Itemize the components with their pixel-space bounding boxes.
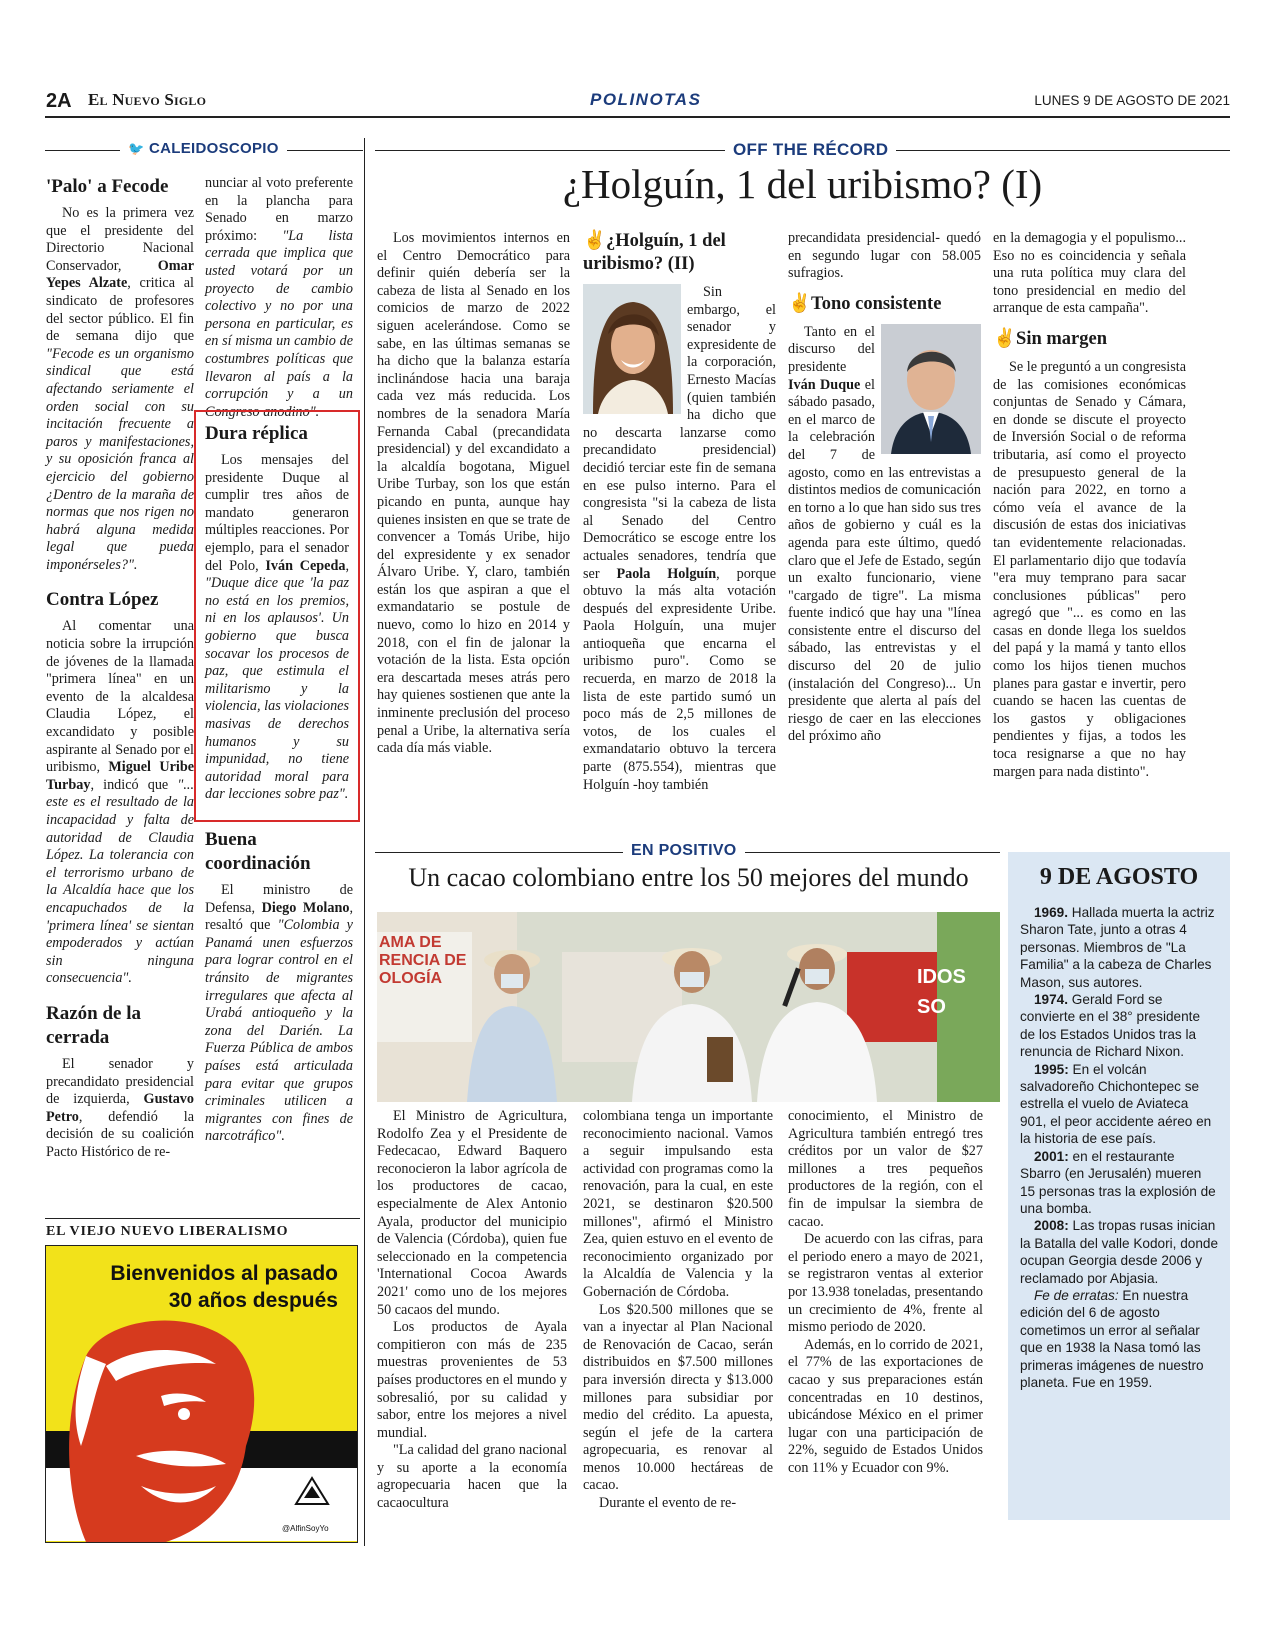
razon-text — [46, 1056, 194, 1162]
buena-heading: Buena coordinación — [205, 829, 311, 874]
dura-quote: "Duque dice que 'la paz no está en los premios, ni en los aplausos'. Un gobierno que busca socavar los procesos de paz, que estimula el militarismo y la violencia, las violaciones masivas de derechos humanos y su impunidad, no tiene autoridad moral para dar lecciones sobre paz". — [205, 575, 349, 803]
dura-text-a: Los mensajes del presidente Duque al cumplir tres años de mandato generaron múltiples reacciones. Por ejemplo, para el senador del Polo, — [205, 452, 349, 574]
tono-subhead — [788, 293, 981, 316]
dura-name: Iván Cepeda — [265, 557, 346, 574]
holguin-subhead-text: ¿Holguín, 1 del uribismo? (II) — [583, 231, 726, 274]
photo-banner-text-right: IDOS SO — [917, 966, 966, 1018]
duque-portrait — [881, 324, 981, 454]
page-number: 2A — [46, 90, 72, 112]
dura-text — [205, 452, 349, 804]
off-record-kicker: OFF THE RÉCORD — [725, 140, 896, 160]
razon-quote: "La lista cerrada que implica que usted votará por un proyecto de cambio colectivo y no por una persona en particular, es en sí misma un cambio de costumbres políticas que llevaron al país a la corrupción y a un Congreso anodino". — [205, 227, 353, 420]
palo-heading: 'Palo' a Fecode — [46, 176, 169, 197]
efemeride-text: En el volcán salvadoreño Chichontepec se estrella el vuelo de Aviateca 901, el peor accidente aéreo en la historia de ese país. — [1020, 1061, 1212, 1147]
tono-subhead-text: Tono consistente — [811, 293, 942, 314]
off-record-col-3 — [788, 230, 981, 746]
margen-text: Se le preguntó a un congresista de las comisiones económicas conjuntas de Senado y Cámara, en donde se discute el proyecto de Inversión Social o de reforma tributaria, así como el proyecto de presupuesto general de la nación para 2022, en torno a cómo veía el avance de la discusión de estas dos iniciativas tan evidentemente relacionadas. El parlamentario dijo que todavía "era muy temprano para sacar conclusiones públicas" pero agregó que "... es como en las casas en donde llega los sueldos del papá y la mamá y tanto ellos como los hijos tienen muchos planes para gastar e invertir, pero cuando se hacen las cuentas de los gastos y obligaciones pendientes y fijas, a todos les toca resignarse a que no hay margen para nada distinto". — [993, 358, 1186, 780]
lopez-name: Miguel Uribe Turbay — [46, 759, 195, 793]
holguin-text-c: , porque obtuvo la más alta votación después del expresidente Uribe. Paola Holguín, una mujer antioqueña que encarna el uribismo puro". Como se recuerda, en marzo de 2018 la lista de este partido sumó un poco más de 2,5 millones de votos, de los cuales el exmandatario obtuvo la tercera parte (875.554), mientras que Holguín -hoy también — [583, 565, 776, 793]
tono-name: Iván Duque — [788, 376, 861, 393]
cacao-col-3-p1: conocimiento, el Ministro de Agricultura también entregó tres créditos por un valor de $27 millones a tres pequeños productores de la región, con el fin de impulsar la siembra de cacao. — [788, 1108, 983, 1230]
fleur-icon: ✌ — [583, 231, 607, 251]
off-record-col-1 — [377, 230, 570, 758]
efemeride-text: Las tropas rusas inician la Batalla del valle Kodori, donde ocupan Georgia desde 2006 y reclamado por Abjasia. — [1020, 1218, 1218, 1286]
section-name: POLINOTAS — [590, 90, 702, 109]
off-record-col-3-top: precandidata presidencial- quedó en segundo lugar con 58.005 sufragios. — [788, 230, 981, 282]
tono-text-a: Tanto en el discurso del presidente — [788, 323, 875, 375]
lopez-text-a: Al comentar una noticia sobre la irrupción de jóvenes de la llamada "primera línea" en un evento de la alcaldesa Claudia López, el excandidato y posible aspirante al Senado por el uribismo, — [46, 618, 194, 776]
off-record-col-4 — [993, 230, 1186, 781]
cacao-col-1-p1: El Ministro de Agricultura, Rodolfo Zea y el Presidente de Fedecacao, Edward Baquero reconocieron la labor agrícola de los productores de cacao, especialmente de Alex Antonio Ayala, productor del municipio de Valencia (Córdoba), quien fue seleccionado en la competencia 'International Cocoa Awards 2021' como uno de los mejores 50 cacaos del mundo. — [377, 1108, 567, 1318]
cacao-col-1 — [377, 1108, 567, 1513]
efemeride-year: 2008: — [1034, 1218, 1069, 1234]
cacao-col-1-p2: Los productos de Ayala compitieron con más de 235 muestras provenientes de 53 países productores en el mundo y sobresalió, por su calidad y sabor, entre los mejores a nivel mundial. — [377, 1319, 567, 1441]
holguin-photo — [583, 284, 681, 414]
efemeride-item — [1020, 1217, 1218, 1287]
cartoon-frame — [45, 1245, 358, 1543]
caleidoscopio-col-b-top — [205, 175, 353, 421]
holguin-text-a: Sin embargo, el senador y expresidente de la corporación, Ernesto Macías (quien también ha dicho que no descarta lanzarse como precandidato presidencial) decidió terciar este fin de semana en ese pulso interno. Para el congresista "si la cabeza de lista al Senado del Centro Democrático se escoge entre los actuales senadores, tendría que ser — [583, 284, 776, 582]
lopez-text — [46, 618, 194, 987]
caleidoscopio-kicker — [120, 140, 287, 157]
off-record-col-4-top: en la demagogia y el populismo... Eso no es coincidencia y señala una ruta política muy clara del tono presidencial en medio del arranque de esta campaña". — [993, 230, 1186, 317]
margen-subhead — [993, 328, 1186, 351]
efemerides-title: 9 DE AGOSTO — [1039, 864, 1199, 890]
fe-de-erratas — [1020, 1287, 1218, 1391]
tono-text-c: el sábado pasado, en el marco de la celebración del 7 de agosto, como en las entrevistas a distintos medios de comunicación en torno a lo que han sido sus tres años de gobierno y cuál es la agenda para este último, quedó claro que el Jefe de Estado, según un exalto funcionario, viene "cargado de tigre". La misma fuente indicó que hay una "línea consistente entre el discurso del sábado, las entrevistas y el discurso del 20 de julio (instalación del Congreso)... Un presidente que alerta al país del riesgo de caer en las elecciones del próximo año — [788, 376, 981, 745]
cacao-event-scene — [377, 912, 1000, 1102]
efemerides-box — [1008, 852, 1230, 1520]
efemeride-text: Hallada muerta la actriz Sharon Tate, junto a otras 4 personas. Miembros de "La Familia" a la cabeza de Charles Mason, sus autores. — [1020, 905, 1215, 990]
razon-cont-a: nunciar al voto preferente en la plancha para Senado en marzo próximo: — [205, 175, 353, 244]
cacao-col-1-p3: "La calidad del grano nacional y su aporte a la economía agropecuaria hacen que la cacaocultura — [377, 1442, 567, 1512]
cacao-col-3-p2: De acuerdo con las cifras, para el periodo enero a mayo de 2021, se registraron ventas al exterior por 13.938 toneladas, presentando un crecimiento de 4%, frente al mismo periodo de 2020. — [788, 1231, 983, 1336]
cacao-col-3 — [788, 1108, 983, 1477]
newspaper-name: El Nuevo Siglo — [88, 90, 207, 109]
razon-name: Gustavo Petro — [46, 1091, 194, 1125]
cacao-col-2 — [583, 1108, 773, 1513]
lopez-heading: Contra López — [46, 589, 159, 611]
caleidoscopio-col-a — [46, 175, 194, 1162]
razon-text-c: , defendió la decisión de su coalición Pacto Histórico de re- — [46, 1108, 194, 1160]
fleur-icon-3: ✌ — [993, 328, 1017, 349]
off-record-headline: ¿Holguín, 1 del uribismo? (I) — [562, 161, 1043, 207]
buena-text — [205, 882, 353, 1146]
efemerides-list — [1020, 904, 1218, 1391]
dura-heading: Dura réplica — [205, 423, 308, 444]
efemeride-item — [1020, 1061, 1218, 1148]
cacao-event-photo — [377, 912, 1000, 1102]
lopez-quote: "... este es el resultado de la incapacidad y falta de autoridad de Claudia López. La tolerancia con el terrorismo urbano de la Alcaldía hace que los encapuchados de la 'primera línea' se sientan empoderados y actúan sin ninguna consecuencia". — [46, 776, 194, 987]
en-positivo-headline: Un cacao colombiano entre los 50 mejores del mundo — [408, 863, 969, 892]
column-divider — [364, 138, 365, 1546]
duque-photo — [881, 324, 981, 454]
efemeride-item — [1020, 991, 1218, 1061]
en-positivo-kicker: EN POSITIVO — [623, 842, 745, 860]
cartoon-rule — [45, 1218, 360, 1219]
fleur-icon-2: ✌ — [788, 293, 812, 314]
dura-replica-box — [194, 410, 360, 822]
efemeride-year: 1974. — [1034, 992, 1069, 1008]
bird-icon: 🐦 — [128, 141, 145, 156]
efemeride-year: 1995: — [1034, 1061, 1069, 1077]
caleidoscopio-label: CALEIDOSCOPIO — [148, 140, 279, 157]
palo-quote: "Fecode es un organismo sindical que está afectando seriamente el orden social con su incitación frecuente a paros y manifestaciones, y su oposición franca al ejercicio del gobierno ¿Dentro de la maraña de normas que nos rigen no habrá alguna medida legal que pueda imponérseles?". — [46, 345, 194, 573]
efemeride-item — [1020, 1148, 1218, 1218]
photo-banner-text-left: AMA DE RENCIA DE OLOGÍA — [379, 934, 467, 987]
issue-date: LUNES 9 DE AGOSTO DE 2021 — [1034, 93, 1230, 108]
razon-text-a: El senador y precandidato presidencial de izquierda, — [46, 1055, 194, 1108]
masthead-rule — [45, 116, 1230, 118]
margen-subhead-text: Sin margen — [1016, 328, 1108, 349]
efemeride-year: 1969. — [1034, 905, 1069, 920]
palo-text-a: No es la primera vez que el presidente del Directorio Nacional Conservador, — [46, 205, 194, 274]
holguin-portrait — [583, 284, 681, 414]
fe-de-erratas-text: En nuestra edición del 6 de agosto cometimos un error al señalar que en 1938 la Nasa tomó las primeras imágenes de nuestro planeta. Fue en 1959. — [1020, 1287, 1204, 1390]
efemeride-text: Gerald Ford se convierte en el 38° presidente de los Estados Unidos tras la renuncia de Richard Nixon. — [1020, 992, 1201, 1060]
cacao-col-2-p1: colombiana tenga un importante reconocimiento nacional. Vamos a seguir impulsando esta actividad con programas como la renovación, para la cual, en este 2021, se destinaron $20.500 millones", afirmó el Ministro Zea, quien estuvo en el evento de reconocimiento organizado por la Alcaldía de Valencia y la Gobernación de Córdoba. — [583, 1108, 773, 1300]
efemeride-item — [1020, 904, 1218, 991]
efemeride-year: 2001: — [1034, 1148, 1069, 1164]
cacao-col-2-p2: Los $20.500 millones que se van a inyectar al Plan Nacional de Renovación de Cacao, serán distribuidos en $7.500 millones para inversión directa y $13.000 millones para subsidiar por medio del crédito. La apuesta, según el jefe de la cartera agropecuaria, es renovar al menos 10.000 hectáreas de cacao. — [583, 1301, 773, 1494]
cartoon-title: EL VIEJO NUEVO LIBERALISMO — [46, 1224, 289, 1239]
lopez-text-c: , indicó que — [90, 776, 178, 793]
buena-text-a: El ministro de Defensa, — [205, 882, 353, 916]
fe-de-erratas-label: Fe de erratas: — [1034, 1287, 1119, 1303]
holguin-subhead — [583, 230, 776, 276]
palo-text-c: , critica al sindicato de profesores del sector público. El fin de semana dijo que — [46, 275, 194, 345]
cartoon-credit: @AlfinSoyYo — [282, 1524, 329, 1533]
caleidoscopio-col-b-bottom — [205, 828, 353, 1146]
off-record-col-1-text: Los movimientos internos en el Centro Democrático para definir quién debería ser la cabeza de lista al Senado en los comicios de marzo de 2022 siguen acelerándose. Como se sabe, en las últimas semanas se ha dicho que la balanza estaría inclinándose hacia una baraja cada vez más reducida. Los nombres de la senadora María Fernanda Cabal (precandidata presidencial) y del excandidato a la alcaldía bogotana, Miguel Uribe Turbay, son los que están picando en punta, aunque hay quienes insisten en que se trate de convencer a Tomás Uribe, hijo del expresidente y ex senador Álvaro Uribe. Y, claro, también están los que aspiran a que el exmandatario se postule de nuevo, como lo hizo en 2014 y 2018, con el fin de jalonar la votación de la lista. Esta opción era descartada meses atrás pero hay quienes sostienen que ante la inminente preclusión del proceso penal a Uribe, la alternativa sería cada día más viable. — [377, 230, 570, 757]
buena-name: Diego Molano — [261, 899, 350, 916]
efemeride-text: en el restaurante Sbarro (en Jerusalén) mueren 15 personas tras la explosión de una bomba. — [1020, 1148, 1216, 1216]
cacao-col-3-p3: Además, en lo corrido de 2021, el 77% de las exportaciones de cacao y sus preparaciones están concentradas en 10 destinos, ubicándose México en el primer lugar con una participación de 22%, seguido de Estados Unidos con 11% y Ecuador con 9%. — [788, 1336, 983, 1476]
holguin-name: Paola Holguín — [616, 565, 717, 582]
cacao-col-2-p3: Durante el evento de re- — [599, 1495, 737, 1512]
razon-heading: Razón de la cerrada — [46, 1002, 141, 1048]
palo-text — [46, 205, 194, 574]
palo-name: Omar Yepes Alzate — [46, 257, 194, 292]
off-record-col-2 — [583, 230, 776, 794]
buena-text-c: , resaltó que — [205, 899, 353, 934]
buena-quote: "Colombia y Panamá unen esfuerzos para lograr control en el tránsito de migrantes irregulares que afecta al Urabá antioqueño y la zona del Darién. La Fuerza Pública de ambos países está articulada para evitar que grupos criminales utilicen a migrantes con fines de narcotráfico". — [205, 917, 353, 1145]
cartoon-caption: Bienvenidos al pasado 30 años después — [110, 1262, 338, 1312]
dura-text-c: , — [345, 557, 349, 574]
razon-continuation — [205, 175, 353, 421]
